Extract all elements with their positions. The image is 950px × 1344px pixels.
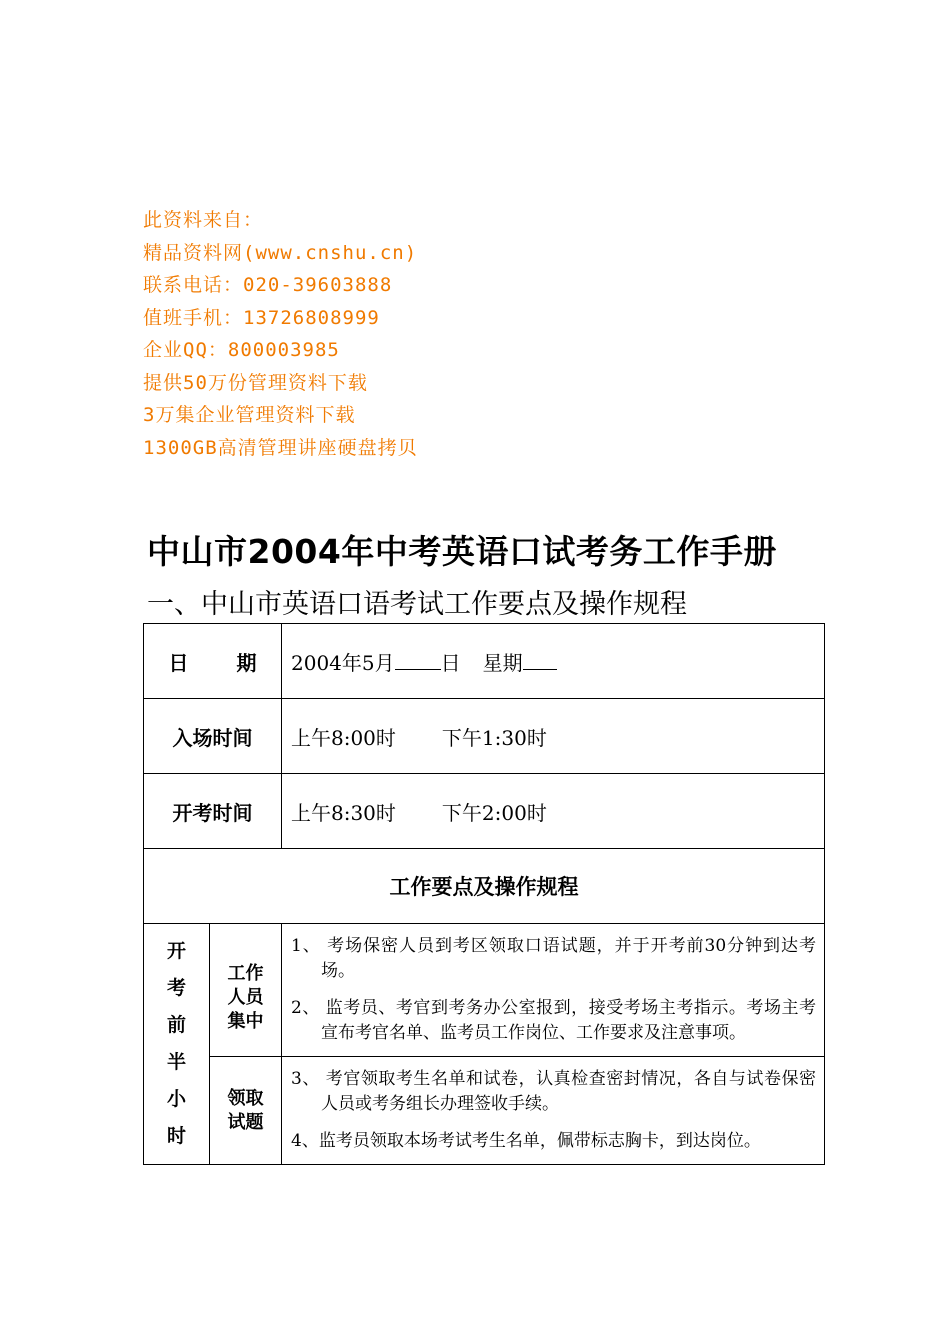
step-1: 1、 考场保密人员到考区领取口语试题，并于开考前30分钟到达考场。	[291, 936, 816, 981]
phase-label: 开 考 前 半 小 时	[144, 924, 210, 1165]
entry-time-row	[144, 699, 825, 774]
group2-row	[144, 1057, 825, 1165]
collect-papers-label: 领取 试题	[210, 1057, 282, 1165]
source-line: 此资料来自：	[143, 209, 264, 231]
website-line: 精品资料网(www.cnshu.cn)	[143, 241, 418, 264]
staff-assembly-steps	[282, 924, 825, 1057]
start-time-label: 开考时间	[144, 774, 282, 849]
start-time-row	[144, 774, 825, 849]
entry-time-value: 上午8:00时 下午1:30时	[282, 699, 825, 774]
document-title: 中山市2004年中考英语口试考务工作手册	[147, 532, 777, 571]
mobile-line: 值班手机：13726808999	[143, 306, 380, 329]
offer-line-3: 1300GB高清管理讲座硬盘拷贝	[143, 436, 418, 459]
section-header: 工作要点及操作规程	[144, 849, 825, 924]
start-time-value: 上午8:30时 下午2:00时	[282, 774, 825, 849]
group1-row	[144, 924, 825, 1057]
entry-time-label: 入场时间	[144, 699, 282, 774]
section-header-row	[144, 849, 825, 924]
date-label: 日 期	[144, 624, 282, 699]
weekday-blank	[523, 649, 557, 670]
day-blank	[395, 649, 441, 670]
section-heading: 一、中山市英语口语考试工作要点及操作规程	[147, 589, 687, 620]
source-info-block	[143, 204, 418, 464]
date-value: 2004年5月 日 星期	[282, 624, 825, 699]
collect-papers-steps	[282, 1057, 825, 1165]
offer-line-1: 提供50万份管理资料下载	[143, 371, 368, 394]
date-row	[144, 624, 825, 699]
step-4: 4、监考员领取本场考试考生名单，佩带标志胸卡，到达岗位。	[291, 1131, 761, 1151]
step-2: 2、 监考员、考官到考务办公室报到，接受考场主考指示。考场主考宣布考官名单、监考员工作岗位、工作要求及注意事项。	[291, 998, 816, 1043]
step-3: 3、 考官领取考生名单和试卷，认真检查密封情况，各自与试卷保密人员或考务组长办理签收手续。	[291, 1069, 816, 1114]
qq-line: 企业QQ：800003985	[143, 339, 340, 361]
procedure-table	[143, 623, 825, 1165]
phone-line: 联系电话：020-39603888	[143, 274, 393, 296]
staff-assembly-label: 工作 人员 集中	[210, 924, 282, 1057]
offer-line-2: 3万集企业管理资料下载	[143, 404, 356, 426]
